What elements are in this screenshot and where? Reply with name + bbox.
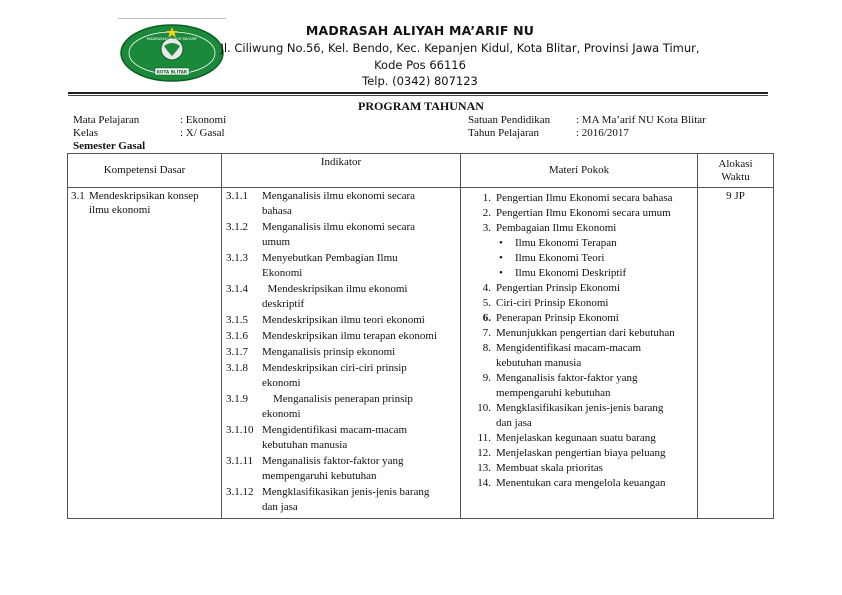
indikator-text-line2: mempengaruhi kebutuhan: [262, 470, 377, 482]
materi-sub-text: Ilmu Ekonomi Terapan: [515, 237, 617, 249]
indikator-item: [226, 189, 456, 219]
materi-item: [469, 191, 693, 206]
materi-text-line1: Menjelaskan kegunaan suatu barang: [496, 432, 656, 444]
indikator-text-line1: Menganalisis penerapan prinsip: [262, 393, 413, 405]
indikator-number: 3.1.8: [226, 362, 248, 374]
materi-text: [496, 221, 616, 236]
materi-text-line1: Pengertian Ilmu Ekonomi secara bahasa: [496, 192, 673, 204]
header-divider-thin: [68, 95, 768, 96]
materi-number: 10.: [477, 402, 491, 414]
materi-text: [496, 341, 641, 371]
indikator-text-line2: bahasa: [262, 205, 292, 217]
satuan-value: : MA Ma’arif NU Kota Blitar: [576, 114, 706, 126]
indikator-text-line1: Mendeskripsikan ilmu ekonomi: [262, 283, 408, 295]
indikator-text-line1: Mendeskripsikan ciri-ciri prinsip: [262, 362, 407, 374]
materi-text-line2: dan jasa: [496, 417, 532, 429]
materi-text-line1: Mengklasifikasikan jenis-jenis barang: [496, 402, 664, 414]
school-name: MADRASAH ALIYAH MA’ARIF NU: [305, 23, 535, 38]
kd-number: 3.1: [71, 190, 85, 202]
indikator-text: [262, 485, 429, 515]
mapel-label: Mata Pelajaran: [73, 114, 140, 126]
indikator-text-line1: Mendeskripsikan ilmu terapan ekonomi: [262, 330, 438, 342]
indikator-text: [262, 361, 407, 391]
materi-text: [496, 401, 663, 431]
indikator-number: 3.1.5: [226, 314, 248, 326]
materi-number: 4.: [482, 282, 491, 294]
alokasi-value: 9 JP: [726, 190, 745, 202]
kd-cell: [68, 188, 222, 519]
materi-item: [469, 401, 693, 431]
semester-label: Semester Gasal: [73, 140, 146, 152]
materi-text-line1: Ciri-ciri Prinsip Ekonomi: [496, 297, 609, 309]
materi-number: 6.: [482, 312, 491, 324]
indikator-text-line1: Mendeskripsikan ilmu teori ekonomi: [262, 314, 425, 326]
indikator-text: [262, 454, 404, 484]
materi-number: 13.: [477, 462, 491, 474]
indikator-text-line2: umum: [262, 236, 291, 248]
header-divider-thick: [68, 92, 768, 94]
bullet-icon: •: [499, 267, 503, 279]
kd-text-line2: ilmu ekonomi: [89, 203, 151, 216]
header-indikator-label: Indikator: [320, 156, 362, 168]
alokasi-cell: [698, 188, 774, 519]
materi-number: 1.: [482, 192, 491, 204]
materi-item: [469, 446, 693, 461]
indikator-text-line1: Mengidentifikasi macam-macam: [262, 424, 408, 436]
materi-item: [469, 476, 693, 491]
indikator-text-line2: Ekonomi: [262, 267, 303, 279]
indikator-text: [262, 220, 415, 250]
indikator-item: [226, 485, 456, 515]
mapel-value: : Ekonomi: [180, 114, 227, 126]
indikator-text: [262, 345, 395, 360]
materi-sub-item: [469, 266, 693, 281]
materi-text: [496, 191, 673, 206]
materi-text-line1: Pengertian Ilmu Ekonomi secara umum: [496, 207, 671, 219]
materi-number: 2.: [482, 207, 491, 219]
materi-text-line1: Menjelaskan pengertian biaya peluang: [496, 447, 666, 459]
table-row: [68, 188, 774, 519]
indikator-number: 3.1.7: [226, 346, 248, 358]
tahun-value: : 2016/2017: [576, 127, 629, 139]
materi-text: [496, 206, 671, 221]
indikator-text-line2: deskriptif: [262, 298, 305, 310]
kd-text-line1: Mendeskripsikan konsep: [89, 190, 199, 202]
materi-item: [469, 281, 693, 296]
indikator-number: 3.1.11: [226, 455, 254, 467]
materi-number: 7.: [482, 327, 491, 339]
indikator-item: [226, 220, 456, 250]
materi-item: [469, 341, 693, 371]
satuan-label: Satuan Pendidikan: [468, 114, 551, 126]
header-materi-pokok: Materi Pokok: [461, 154, 698, 188]
phone-number: Telp. (0342) 807123: [362, 74, 478, 88]
materi-number: 5.: [482, 297, 491, 309]
indikator-text: [262, 189, 415, 219]
materi-item: [469, 296, 693, 311]
indikator-text: [262, 313, 425, 328]
materi-item: [469, 326, 693, 341]
tahun-label: Tahun Pelajaran: [468, 127, 540, 139]
materi-text: [496, 446, 666, 461]
indikator-number: 3.1.6: [226, 330, 248, 342]
header-alokasi-line1: Alokasi: [718, 157, 753, 170]
materi-text: [496, 431, 656, 446]
materi-text: [496, 296, 608, 311]
indikator-number: 3.1.9: [226, 393, 248, 405]
materi-text-line1: Menunjukkan pengertian dari kebutuhan: [496, 327, 675, 339]
materi-number: 9.: [482, 372, 491, 384]
materi-text: [496, 371, 638, 401]
materi-text: [496, 476, 666, 491]
materi-number: 12.: [477, 447, 491, 459]
indikator-text-line2: dan jasa: [262, 501, 298, 513]
materi-text-line1: Membuat skala prioritas: [496, 462, 603, 474]
materi-text-line1: Pengertian Prinsip Ekonomi: [496, 282, 621, 294]
indikator-number: 3.1.2: [226, 221, 248, 233]
indikator-number: 3.1.3: [226, 252, 248, 264]
materi-sub-text: Ilmu Ekonomi Deskriptif: [515, 267, 627, 279]
materi-number: 3.: [482, 222, 491, 234]
indikator-item: [226, 282, 456, 312]
indikator-item: [226, 423, 456, 453]
program-table: [67, 153, 774, 519]
school-address: Jl. Ciliwung No.56, Kel. Bendo, Kec. Kepanjen Kidul, Kota Blitar, Provinsi Jawa Timur,: [220, 41, 700, 55]
indikator-text-line1: Mengklasifikasikan jenis-jenis barang: [262, 486, 430, 498]
indikator-text-line2: kebutuhan manusia: [262, 439, 348, 451]
document-title: PROGRAM TAHUNAN: [358, 99, 484, 113]
materi-text-line2: kebutuhan manusia: [496, 357, 582, 369]
indikator-item: [226, 313, 456, 328]
indikator-number: 3.1.1: [226, 190, 248, 202]
header-kompetensi-dasar: Kompetensi Dasar: [68, 154, 222, 188]
materi-item: [469, 206, 693, 221]
kelas-value: : X/ Gasal: [180, 127, 225, 139]
indikator-text-line2: ekonomi: [262, 377, 301, 389]
indikator-text: [262, 392, 413, 422]
kelas-label: Kelas: [73, 127, 99, 139]
indikator-text: [262, 423, 407, 453]
indikator-item: [226, 345, 456, 360]
indikator-text: [262, 282, 407, 312]
header-alokasi-line2: Waktu: [721, 170, 750, 183]
header-alokasi-waktu: [698, 154, 774, 188]
materi-text: [496, 281, 620, 296]
bullet-icon: •: [499, 237, 503, 249]
materi-text-line1: Pembagaian Ilmu Ekonomi: [496, 222, 617, 234]
indikator-text-line1: Menganalisis ilmu ekonomi secara: [262, 190, 416, 202]
materi-item: [469, 431, 693, 446]
materi-text-line2: mempengaruhi kebutuhan: [496, 387, 611, 399]
materi-cell: [461, 188, 698, 519]
materi-sub-text: Ilmu Ekonomi Teori: [515, 252, 605, 264]
indikator-text-line1: Menyebutkan Pembagian Ilmu: [262, 252, 398, 264]
indikator-item: [226, 251, 456, 281]
indikator-number: 3.1.12: [226, 486, 254, 498]
postal-code: Kode Pos 66116: [374, 58, 466, 72]
indikator-item: [226, 361, 456, 391]
indikator-text-line1: Menganalisis faktor-faktor yang: [262, 455, 404, 467]
header-indikator: [222, 154, 461, 188]
logo-text-bottom: KOTA BLITAR: [156, 69, 188, 75]
materi-number: 11.: [477, 432, 491, 444]
indikator-number: 3.1.10: [226, 424, 254, 436]
indikator-text-line2: ekonomi: [262, 408, 301, 420]
materi-text-line1: Menentukan cara mengelola keuangan: [496, 477, 666, 489]
indikator-text: [262, 251, 398, 281]
materi-item: [469, 371, 693, 401]
indikator-number: 3.1.4: [226, 283, 248, 295]
logo-text-top: MADRASAH ALIYAH MA'ARIF: [146, 37, 198, 41]
indikator-item: [226, 329, 456, 344]
indikator-item: [226, 392, 456, 422]
bullet-icon: •: [499, 252, 503, 264]
materi-sub-item: [469, 236, 693, 251]
materi-text: [496, 326, 675, 341]
materi-text-line1: Mengidentifikasi macam-macam: [496, 342, 642, 354]
materi-item: [469, 311, 693, 326]
indikator-text: [262, 329, 437, 344]
indikator-text-line1: Menganalisis ilmu ekonomi secara: [262, 221, 416, 233]
materi-number: 8.: [482, 342, 491, 354]
materi-text: [496, 311, 619, 326]
indikator-cell: [222, 188, 461, 519]
materi-text-line1: Penerapan Prinsip Ekonomi: [496, 312, 619, 324]
materi-text: [496, 461, 603, 476]
materi-item: [469, 461, 693, 476]
materi-number: 14.: [477, 477, 491, 489]
indikator-text-line1: Menganalisis prinsip ekonomi: [262, 346, 396, 358]
materi-sub-item: [469, 251, 693, 266]
materi-item: [469, 221, 693, 236]
materi-text-line1: Menganalisis faktor-faktor yang: [496, 372, 638, 384]
indikator-item: [226, 454, 456, 484]
